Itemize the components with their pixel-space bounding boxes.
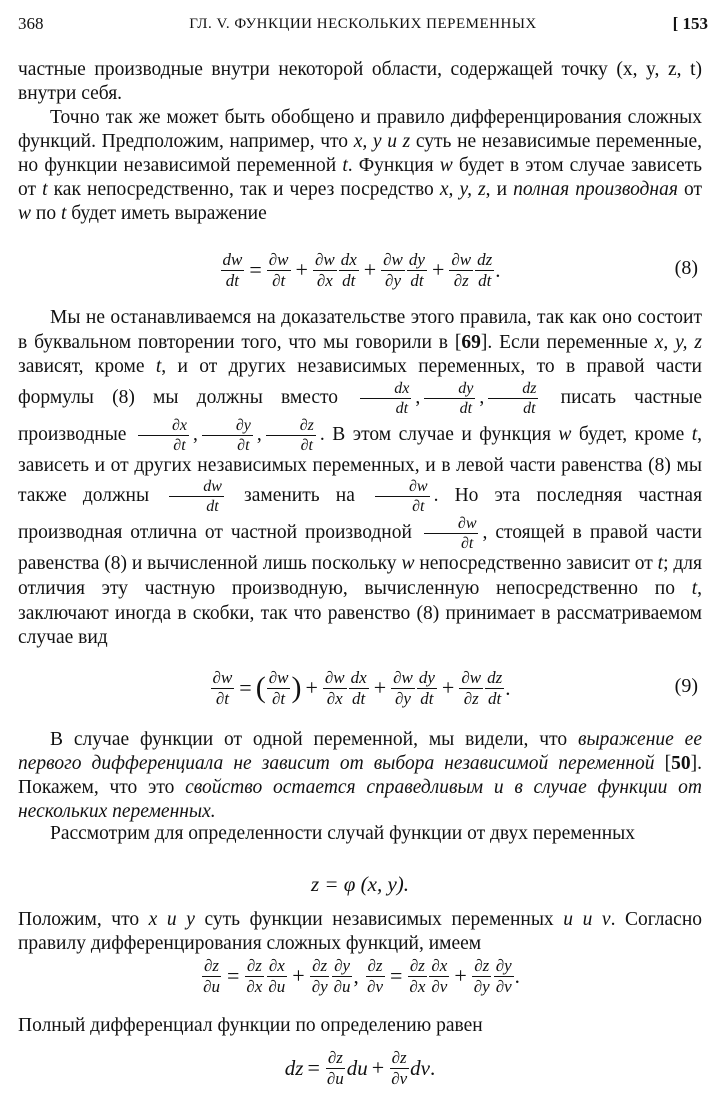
- p6-text-c: . Согласно правилу дифференцирования сложных функций, имеем: [18, 909, 703, 954]
- p6-text-b: суть функции независимых переменных: [194, 909, 564, 930]
- p3-text-l: непосредственно зависит от: [414, 553, 658, 575]
- eq8-term1: $\frac{\partial w}{\partial t}$: [268, 249, 289, 290]
- citation-69: 69: [461, 331, 481, 353]
- paragraph-5: Рассмотрим для определенности случай функции от двух переменных: [50, 823, 636, 844]
- p3-text-j: Но эта последняя частная производная отлична от частной производной: [18, 485, 703, 544]
- p6-vars-uv: u и v: [563, 909, 611, 930]
- p2-var-w: w: [439, 155, 453, 176]
- p2-text-h: от: [677, 179, 703, 200]
- eq8-lhs: $\frac{dw}{dt}$: [222, 249, 243, 290]
- equation-z-text: z = φ (x, y).: [310, 871, 410, 896]
- eq8-term2a: $\frac{\partial w}{\partial x}$: [314, 249, 335, 290]
- p2-text-d: будет в этом случае зависеть от: [18, 155, 703, 200]
- eq8-term4a: $\frac{\partial w}{\partial z}$: [451, 249, 472, 290]
- p2-text-f: , и: [485, 179, 514, 200]
- p2-text-i: по: [31, 203, 61, 224]
- eq8-term2b: $\frac{dx}{dt}$: [340, 249, 357, 290]
- equation-dz: dz = $\frac{\partial z}{\partial u}$ du + $\frac{\partial z}{\partial v}$ dv .: [284, 1047, 436, 1088]
- p3-text-n: , заключают иногда в скобки, так что равенство (8) принимает в рассматриваемом случае вид: [18, 577, 702, 649]
- paragraph-6: [18, 908, 702, 956]
- p3-var-t3: t: [657, 553, 664, 575]
- p4-emphasis-2: свойство остается справедливым и в случае функции от нескольких переменных.: [18, 777, 702, 822]
- p2-text-a: Точно так же может быть обобщено и правило дифференцирования сложных функций. Предположим, например, что: [18, 107, 702, 152]
- running-header: [18, 14, 708, 40]
- p3-vars-xyz: x, y, z: [654, 331, 702, 353]
- p3-var-t2: t: [691, 423, 698, 445]
- p2-text-e: как непосредственно, так и через посредство: [47, 179, 440, 200]
- paragraph-3: Мы не останавливаемся на доказательстве этого правила, так как оно состоит в буквальном повторении того, что мы говорили в [69]. Если переменные x, y, z зависят, кроме t, и от других независимых переменных, то в правой части формулы (8) мы должны вместо $\frac{dx}{dt}$ , $\frac{dy}{dt}$ , $\frac{dz}{dt}$ писать частные производные $\frac{\partial x}{\partial t}$ , $\frac{\partial y}{\partial t}$ , $\frac{\partial z}{\partial t}$ . В этом случае и функция w будет, кроме t, зависеть и от других независимых переменных, и в левой части равенства (8) мы также должны $\frac{dw}{dt}$ заменить на $\frac{\partial w}{\partial t}$ . Но эта последняя частная производная отлична от частной производной $\frac{\partial w}{\partial t}$ , стоящей в правой части равенства (8) и вычисленной лишь поскольку w непосредственно зависит от t; для отличия эту частную производную, вычисленную непосредственно по t, заключают иногда в скобки, так что равенство (8) принимает в рассматриваемом случае вид: [18, 307, 703, 649]
- equation-9: $\frac{\partial w}{\partial t}$ = ( $\frac{\partial w}{\partial t}$ ) + $\frac{\partial w}{\partial x}$ $\frac{dx}{dt}$ + $\frac{\partial w}{\partial y}$ $\frac{dy}{dt}$ + $\frac{\partial w}{\partial z}$ $\frac{dz}{dt}$ . (9): [212, 667, 698, 708]
- p2-var-w2: w: [18, 203, 32, 224]
- equation-z: [18, 862, 702, 906]
- p6-text-a: Положим, что: [18, 909, 149, 930]
- p3-text-e: писать частные производные: [18, 386, 703, 445]
- p3-var-w2: w: [401, 553, 415, 575]
- p3-text-f: В этом случае и функция: [332, 423, 559, 445]
- p2-vars-xyz2: x, y, z: [439, 179, 486, 200]
- p3-text-h: , зависеть и от других независимых переменных, и в левой части равенства (8) мы также должны: [18, 423, 703, 507]
- p2-vars-xyz: x, y и z: [353, 131, 411, 152]
- p2-emphasis: полная производная: [513, 179, 678, 200]
- equation-8: $\frac{dw}{dt}$ = $\frac{\partial w}{\partial t}$ + $\frac{\partial w}{\partial x}$ $\frac{dx}{dt}$ + $\frac{\partial w}{\partial y}$ $\frac{dy}{dt}$ + $\frac{\partial w}{\partial z}$ $\frac{dz}{dt}$ . (8): [222, 249, 698, 290]
- citation-50: 50: [671, 753, 691, 774]
- p3-text-k: , стоящей в правой части равенства (8) и вычисленной лишь поскольку: [18, 522, 702, 575]
- p3-text-g: будет, кроме: [571, 423, 692, 445]
- paragraph-2: [18, 106, 702, 226]
- eq8-term3a: $\frac{\partial w}{\partial y}$: [383, 249, 403, 290]
- p3-text-b: ]. Если переменные: [480, 331, 655, 353]
- p3-text-i: заменить на: [244, 485, 355, 507]
- equation-9-number: (9): [674, 675, 698, 697]
- p2-text-c: . Функция: [347, 155, 440, 176]
- p4-text-d: ]. Покажем, что это: [18, 753, 702, 798]
- p6-vars-xy: x и y: [148, 909, 195, 930]
- paragraph-4: [18, 728, 702, 824]
- paragraph-7: Полный дифференциал функции по определению равен: [18, 1015, 483, 1036]
- eq8-term4b: $\frac{dz}{dt}$: [477, 249, 493, 290]
- p2-text-j: будет иметь выражение: [66, 203, 267, 224]
- p4-emphasis-1: выражение ее первого дифференциала не зависит от выбора независимой переменной: [18, 729, 702, 774]
- paragraph-1: частные производные внутри некоторой области, содержащей точку (x, y, z, t) внутри себя.: [18, 59, 702, 104]
- p2-var-t3: t: [60, 203, 67, 224]
- equation-partials: $\frac{\partial z}{\partial u}$ = $\frac{\partial z}{\partial x}$ $\frac{\partial x}{\partial u}$ + $\frac{\partial z}{\partial y}$ $\frac{\partial y}{\partial u}$ , $\frac{\partial z}{\partial v}$ = $\frac{\partial z}{\partial x}$ $\frac{\partial x}{\partial v}$ + $\frac{\partial z}{\partial y}$ $\frac{\partial y}{\partial v}$ .: [203, 955, 520, 996]
- section-number: [ 153: [672, 14, 708, 33]
- p4-text-c: [: [654, 753, 672, 774]
- p3-var-w: w: [558, 423, 572, 445]
- page-number: 368: [18, 14, 44, 33]
- p3-text-c: зависят, кроме: [18, 356, 156, 378]
- p4-text-a: В случае функции от одной переменной, мы видели, что: [50, 729, 578, 750]
- p2-var-t: t: [342, 155, 348, 176]
- p3-text-a: Мы не останавливаемся на доказательстве этого правила, так как оно состоит в буквальном повторении того, что мы говорили в [: [18, 307, 702, 353]
- p3-text-m: ; для отличия эту частную производную, вычисленную непосредственно по: [18, 553, 702, 599]
- eq8-term3b: $\frac{dy}{dt}$: [408, 249, 425, 290]
- p3-var-t: t: [155, 356, 162, 378]
- chapter-title: ГЛ. V. ФУНКЦИИ НЕСКОЛЬКИХ ПЕРЕМЕННЫХ: [189, 16, 537, 32]
- p2-var-t2: t: [42, 179, 48, 200]
- p3-var-t4: t: [691, 577, 698, 599]
- p2-text-b: суть не независимые переменные, но функции независимой переменной: [18, 131, 703, 176]
- p3-text-d: , и от других независимых переменных, то в правой части формулы (8) мы должны вместо: [18, 356, 702, 408]
- equation-8-number: (8): [674, 257, 698, 279]
